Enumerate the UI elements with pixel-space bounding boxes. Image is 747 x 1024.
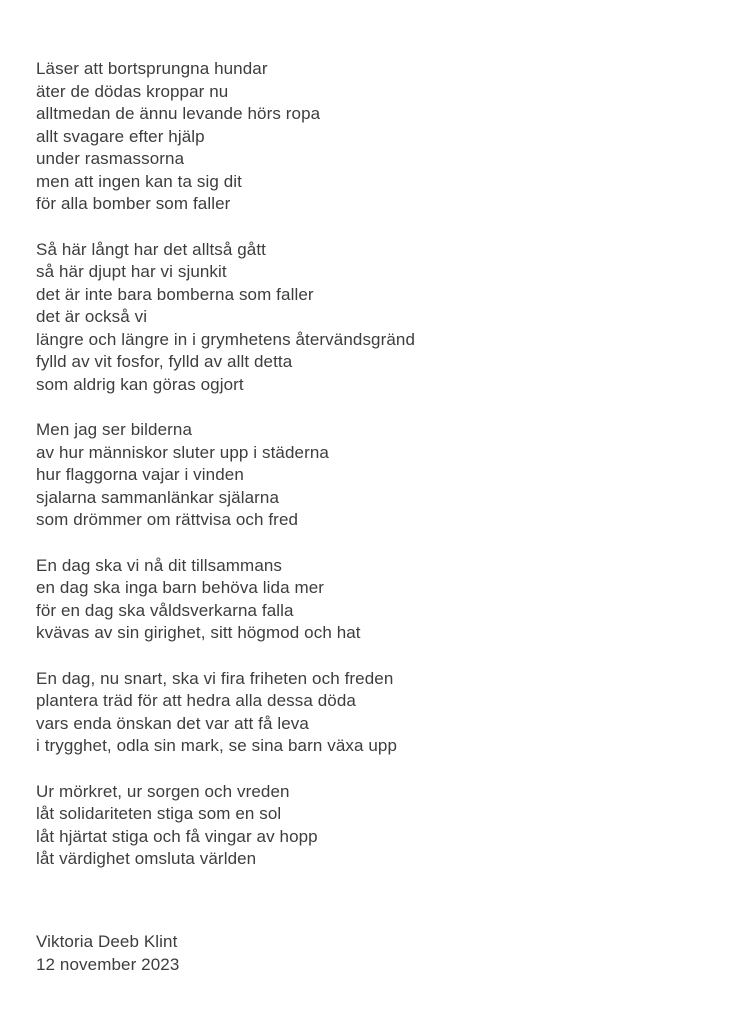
poem-line: äter de dödas kroppar nu — [36, 81, 229, 101]
stanza-1 — [36, 58, 727, 216]
poem-line: låt värdighet omsluta världen — [36, 849, 257, 868]
poem-line: kvävas av sin girighet, sitt högmod och hat — [36, 623, 361, 642]
poem-line: vars enda önskan det var att få leva — [36, 713, 309, 733]
poem-line: Läser att bortsprungna hundar — [36, 59, 268, 78]
poem-line: sjalarna sammanlänkar själarna — [36, 487, 280, 507]
poem-line: fylld av vit fosfor, fylld av allt detta — [36, 352, 293, 371]
poem-line: plantera träd för att hedra alla dessa döda — [36, 691, 356, 710]
poem-line: Men jag ser bilderna — [36, 420, 193, 439]
poem-line: hur flaggorna vajar i vinden — [36, 465, 244, 484]
stanza-2 — [36, 239, 727, 397]
poem-line: låt hjärtat stiga och få vingar av hopp — [36, 826, 318, 846]
poem-line: under rasmassorna — [36, 149, 185, 168]
stanza-5 — [36, 668, 727, 758]
poem-line: men att ingen kan ta sig dit — [36, 171, 242, 191]
poem-line: En dag ska vi nå dit tillsammans — [36, 555, 283, 575]
poem-line: En dag, nu snart, ska vi fira friheten och freden — [36, 668, 394, 688]
poem-line: alltmedan de ännu levande hörs ropa — [36, 104, 321, 123]
poem-line: av hur människor sluter upp i städerna — [36, 442, 329, 462]
poem-line: Så här långt har det alltså gått — [36, 239, 267, 259]
signature-block — [36, 931, 179, 976]
stanza-3 — [36, 419, 727, 532]
poem-line: det är inte bara bomberna som faller — [36, 284, 314, 304]
stanza-4 — [36, 555, 727, 645]
poem-line: för en dag ska våldsverkarna falla — [36, 600, 294, 620]
poem-line: i trygghet, odla sin mark, se sina barn växa upp — [36, 736, 398, 755]
poem-line: låt solidariteten stiga som en sol — [36, 804, 282, 823]
poem-line: som aldrig kan göras ogjort — [36, 374, 244, 394]
poem-line: så här djupt har vi sjunkit — [36, 262, 227, 281]
signature-date: 12 november 2023 — [36, 954, 180, 974]
poem-line: det är också vi — [36, 307, 148, 326]
poem-line: som drömmer om rättvisa och fred — [36, 510, 299, 529]
poem-body — [36, 58, 727, 894]
poem-line: allt svagare efter hjälp — [36, 126, 205, 146]
stanza-6 — [36, 781, 727, 871]
poem-line: för alla bomber som faller — [36, 194, 231, 213]
poem-line: Ur mörkret, ur sorgen och vreden — [36, 781, 290, 801]
poem-line: längre och längre in i grymhetens återvändsgränd — [36, 329, 416, 349]
author-name: Viktoria Deeb Klint — [36, 932, 178, 951]
poem-line: en dag ska inga barn behöva lida mer — [36, 578, 325, 597]
